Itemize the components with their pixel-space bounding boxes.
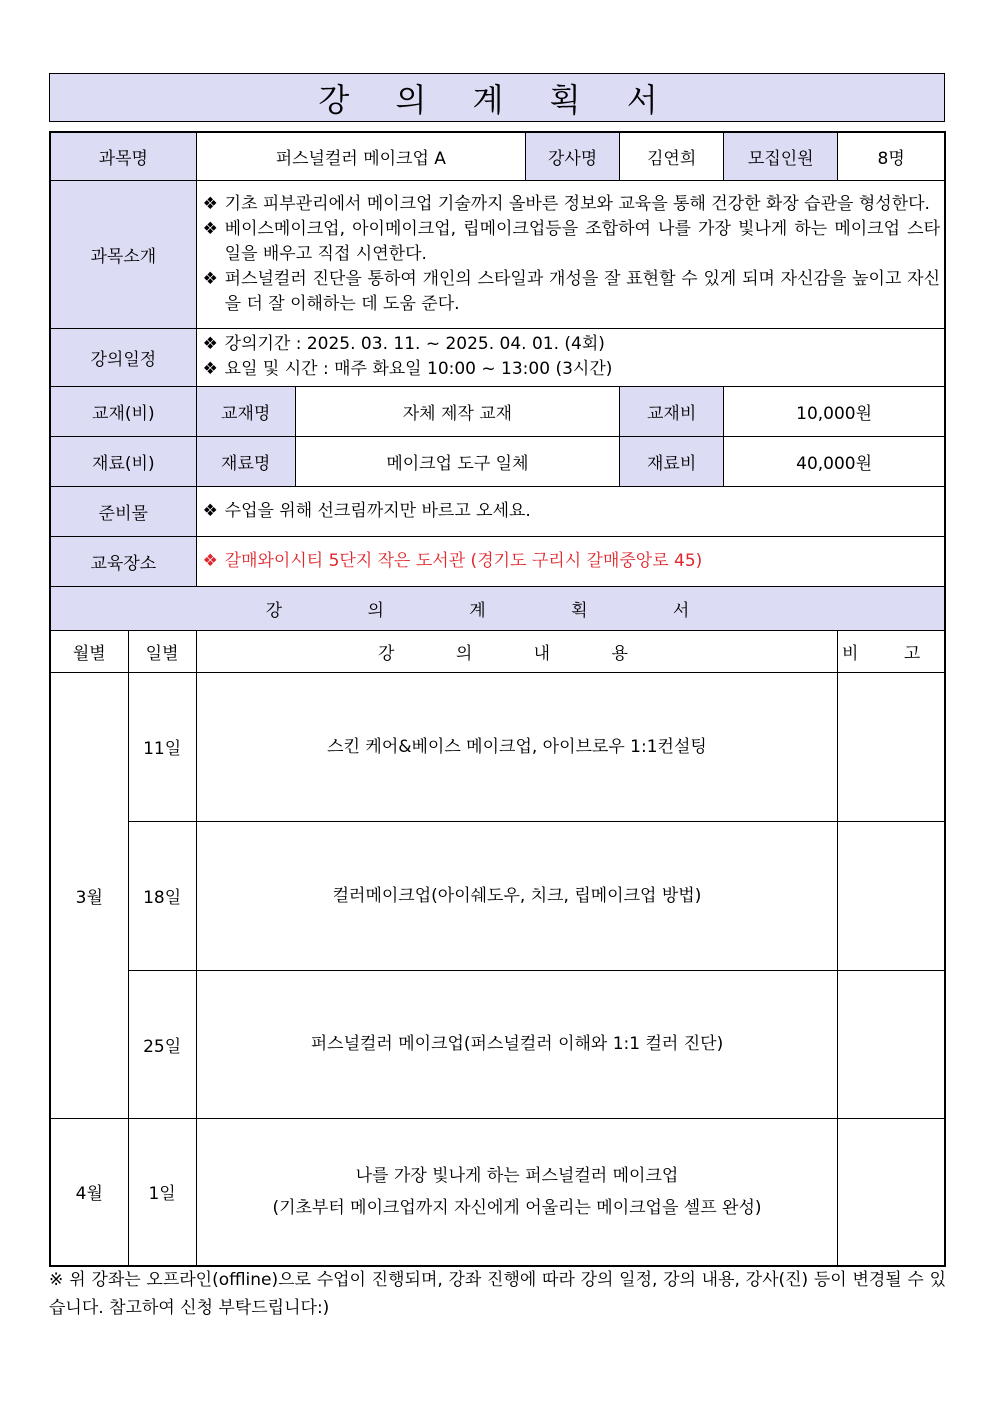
intro-label: 과목소개	[50, 180, 196, 328]
course-name: 퍼스널컬러 메이크업 A	[196, 132, 525, 180]
course-row	[50, 132, 945, 180]
textbook-label: 교재(비)	[50, 386, 196, 436]
intro-item: ❖ 퍼스널컬러 진단을 통하여 개인의 스타일과 개성을 잘 표현할 수 있게 되며 자신감을 높이고 자신을 더 잘 이해하는 데 도움 준다.	[203, 267, 940, 317]
textbook-name: 자체 제작 교재	[295, 386, 619, 436]
session-content: 퍼스널컬러 메이크업(퍼스널컬러 이해와 1:1 컬러 진단)	[196, 970, 838, 1118]
venue-list	[196, 536, 945, 586]
document-title: 강 의 계 획 서	[49, 73, 945, 122]
instructor-label: 강사명	[526, 132, 620, 180]
day-cell: 25일	[128, 970, 196, 1118]
session-row	[50, 1118, 945, 1266]
session-row	[50, 821, 945, 970]
session-content-line: (기초부터 메이크업까지 자신에게 어울리는 메이크업을 셀프 완성)	[272, 1197, 762, 1218]
schedule-item: ❖ 요일 및 시간 : 매주 화요일 10:00 ~ 13:00 (3시간)	[203, 357, 940, 382]
month-cell: 3월	[50, 672, 128, 1118]
bullet-icon: ❖	[202, 193, 218, 214]
bullet-icon: ❖	[202, 268, 218, 289]
prep-list	[196, 486, 945, 536]
plan-title-row	[50, 586, 945, 630]
remark-cell	[838, 672, 945, 821]
prep-label: 준비물	[50, 486, 196, 536]
session-content-line: 나를 가장 빛나게 하는 퍼스널컬러 메이크업	[355, 1165, 679, 1186]
intro-list	[196, 180, 945, 328]
bullet-icon: ❖	[202, 334, 218, 354]
schedule-item: ❖ 강의기간 : 2025. 03. 11. ~ 2025. 04. 01. (4회)	[203, 332, 940, 357]
schedule-list	[196, 328, 945, 386]
textbook-fee-label: 교재비	[620, 386, 724, 436]
course-plan-table	[49, 131, 946, 1267]
footnote: ※ 위 강좌는 오프라인(offline)으로 수업이 진행되며, 강좌 진행에 따라 강의 일정, 강의 내용, 강사(진) 등이 변경될 수 있습니다. 참고하여 신청 부탁드립니다:)	[49, 1270, 946, 1318]
materials-name: 메이크업 도구 일체	[295, 436, 619, 486]
intro-item: ❖ 베이스메이크업, 아이메이크업, 립메이크업등을 조합하여 나를 가장 빛나게 하는 메이크업 스타일을 배우고 직접 시연한다.	[203, 217, 940, 267]
plan-title: 강 의 계 획 서	[50, 586, 945, 630]
bullet-icon: ❖	[202, 550, 218, 571]
materials-fee: 40,000원	[724, 436, 945, 486]
month-header: 월별	[50, 630, 128, 672]
remark-header: 비 고	[838, 630, 945, 672]
session-row	[50, 672, 945, 821]
capacity-label: 모집인원	[724, 132, 838, 180]
prep-row	[50, 486, 945, 536]
bullet-icon: ❖	[202, 359, 218, 379]
intro-row	[50, 180, 945, 328]
course-name-label: 과목명	[50, 132, 196, 180]
materials-name-label: 재료명	[196, 436, 295, 486]
bullet-icon: ❖	[202, 218, 218, 239]
bullet-icon: ❖	[202, 500, 218, 521]
content-header: 강 의 내 용	[196, 630, 838, 672]
materials-row	[50, 436, 945, 486]
session-content	[196, 1118, 838, 1266]
session-row	[50, 970, 945, 1118]
day-cell: 1일	[128, 1118, 196, 1266]
session-content: 컬러메이크업(아이쉐도우, 치크, 립메이크업 방법)	[196, 821, 838, 970]
day-cell: 11일	[128, 672, 196, 821]
venue-item: ❖ 갈매와이시티 5단지 작은 도서관 (경기도 구리시 갈매중앙로 45)	[203, 549, 940, 574]
month-cell: 4월	[50, 1118, 128, 1266]
instructor-name: 김연희	[620, 132, 724, 180]
materials-fee-label: 재료비	[620, 436, 724, 486]
plan-header-row	[50, 630, 945, 672]
materials-label: 재료(비)	[50, 436, 196, 486]
prep-item: ❖ 수업을 위해 선크림까지만 바르고 오세요.	[203, 499, 940, 524]
remark-cell	[838, 970, 945, 1118]
schedule-label: 강의일정	[50, 328, 196, 386]
capacity-value: 8명	[838, 132, 945, 180]
remark-cell	[838, 821, 945, 970]
venue-label: 교육장소	[50, 536, 196, 586]
session-content: 스킨 케어&베이스 메이크업, 아이브로우 1:1컨설팅	[196, 672, 838, 821]
venue-row	[50, 536, 945, 586]
textbook-row	[50, 386, 945, 436]
remark-cell	[838, 1118, 945, 1266]
schedule-info-row	[50, 328, 945, 386]
day-header: 일별	[128, 630, 196, 672]
textbook-fee: 10,000원	[724, 386, 945, 436]
textbook-name-label: 교재명	[196, 386, 295, 436]
day-cell: 18일	[128, 821, 196, 970]
intro-item: ❖ 기초 피부관리에서 메이크업 기술까지 올바른 정보와 교육을 통해 건강한 화장 습관을 형성한다.	[203, 192, 940, 217]
